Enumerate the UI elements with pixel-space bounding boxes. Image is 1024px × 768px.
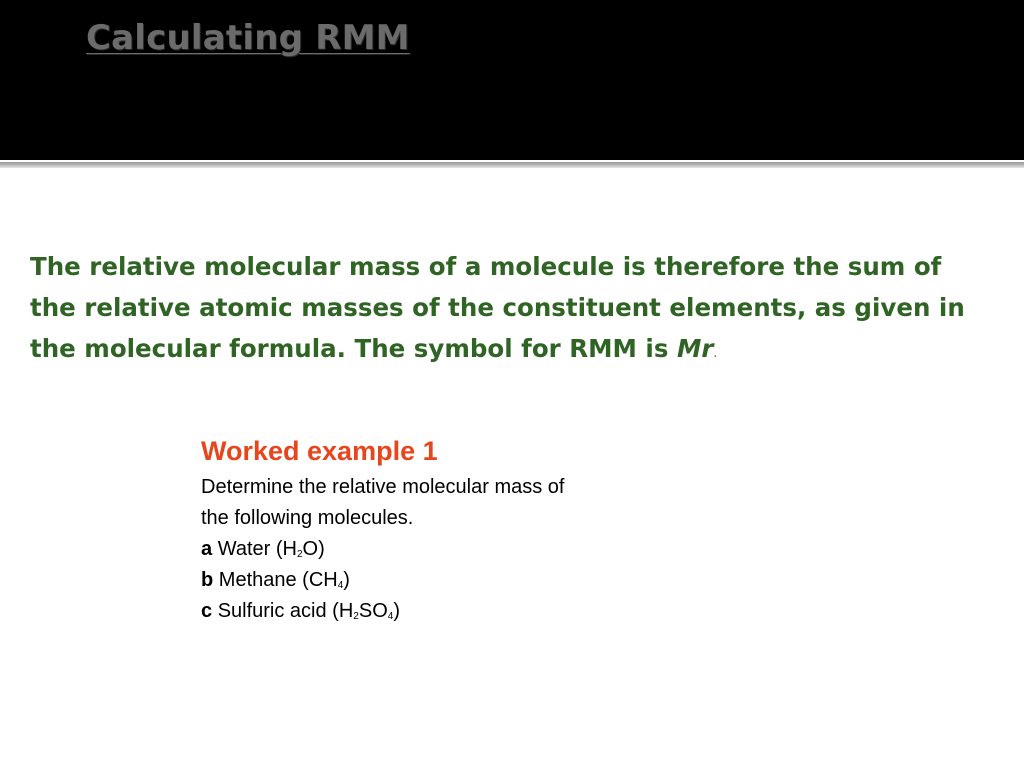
item-name: Methane (CH	[218, 569, 338, 591]
subscript: 2	[353, 611, 359, 622]
item-letter: a	[201, 538, 213, 560]
definition-text: The relative molecular mass of a molecule is therefore the sum of the relative atomic masses of the constituent elements, as given in the molecular formula. The symbol for RMM is	[30, 252, 965, 363]
definition-end: .	[713, 346, 718, 360]
header-divider	[0, 160, 1024, 168]
example-item-c	[201, 596, 681, 627]
subscript: 4	[337, 580, 344, 591]
definition-paragraph	[30, 246, 990, 374]
subscript: 2	[296, 549, 303, 560]
slide-title: Calculating RMM	[86, 18, 410, 58]
item-formula-end: )	[393, 600, 400, 622]
worked-example-heading: Worked example 1	[201, 436, 438, 466]
example-item-a	[201, 534, 681, 565]
rmm-symbol: Mr	[676, 334, 714, 363]
worked-example-box	[201, 433, 681, 627]
item-name: Sulfuric acid (H	[217, 600, 354, 622]
slide-header-band	[0, 0, 1024, 160]
worked-example-instruction-line-2: the following molecules.	[201, 507, 414, 529]
example-item-b	[201, 565, 681, 596]
worked-example-instruction-line-1: Determine the relative molecular mass of	[201, 476, 565, 498]
item-letter: b	[201, 569, 214, 591]
item-formula-rest: SO	[358, 600, 388, 622]
item-formula-rest: )	[343, 569, 350, 591]
item-letter: c	[201, 600, 213, 622]
item-name: Water (H	[217, 538, 297, 560]
item-formula-rest: O)	[302, 538, 325, 560]
subscript: 4	[387, 611, 394, 622]
